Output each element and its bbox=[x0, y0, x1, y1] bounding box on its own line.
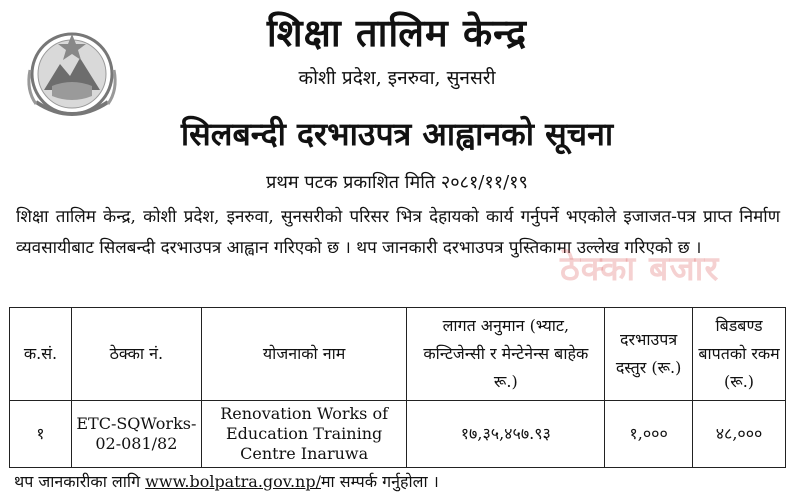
cell-project-name: Renovation Works of Education Training Centre Inaruwa bbox=[201, 401, 407, 468]
col-header-bid-bond: बिडबण्ड बापतको रकम (रू.) bbox=[693, 308, 786, 401]
publication-date: प्रथम पटक प्रकाशित मिति २०८१/११/१९ bbox=[266, 172, 528, 193]
col-header-sn: क.सं. bbox=[10, 308, 72, 401]
col-header-cost-estimate: लागत अनुमान (भ्याट, कन्टिजेन्सी र मेन्टेनेन्स बाहेक रू.) bbox=[407, 308, 605, 401]
cell-sn: १ bbox=[10, 401, 72, 468]
cell-contract-no: ETC-SQWorks-02-081/82 bbox=[71, 401, 201, 468]
watermark: ठेक्का बजार bbox=[560, 249, 720, 289]
cell-fee: १,००० bbox=[605, 401, 693, 468]
bolpatra-link[interactable]: www.bolpatra.gov.np/ bbox=[145, 472, 321, 491]
table-row bbox=[10, 401, 786, 468]
tender-table bbox=[9, 307, 786, 468]
col-header-contract-no: ठेक्का नं. bbox=[71, 308, 201, 401]
office-address: कोशी प्रदेश, इनरुवा, सुनसरी bbox=[298, 67, 496, 89]
notice-title: सिलबन्दी दरभाउपत्र आह्वानको सूचना bbox=[180, 115, 614, 153]
col-header-fee: दरभाउपत्र दस्तुर (रू.) bbox=[605, 308, 693, 401]
footer-note bbox=[14, 470, 439, 492]
cell-cost-estimate: १७,३५,४५७.९३ bbox=[407, 401, 605, 468]
cell-bid-bond: ४८,००० bbox=[693, 401, 786, 468]
notice-paragraph: शिक्षा तालिम केन्द्र, कोशी प्रदेश, इनरुवा, सुनसरीको परिसर भित्र देहायको कार्य गर्नुपर्ने भएकोले इजाजत-पत्र प्राप्त निर्माण व्यवसायीबाट सिलबन्दी दरभाउपत्र आह्वान गरिएको छ । थप जानकारी दरभाउपत्र पुस्तिकामा उल्लेख गरिएको छ । bbox=[16, 207, 780, 258]
footer-suffix: मा सम्पर्क गर्नुहोला । bbox=[320, 472, 439, 491]
table-header-row bbox=[10, 308, 786, 401]
col-header-project-name: योजनाको नाम bbox=[201, 308, 407, 401]
office-title: शिक्षा तालिम केन्द्र bbox=[266, 10, 528, 55]
footer-prefix: थप जानकारीका लागि bbox=[14, 472, 146, 491]
